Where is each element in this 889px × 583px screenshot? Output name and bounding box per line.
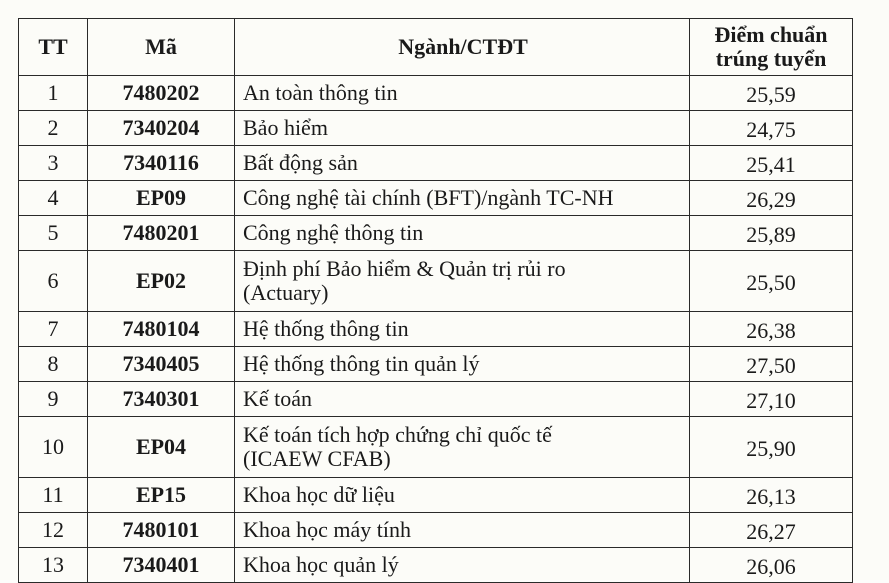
cell-nganh-line1: Hệ thống thông tin quản lý: [243, 351, 480, 376]
cell-nganh-line2: (ICAEW CFAB): [243, 446, 391, 471]
cell-diem: 24,75: [690, 111, 853, 146]
cell-diem: 26,13: [690, 478, 853, 513]
header-ma: Mã: [88, 19, 235, 76]
table-row: [19, 478, 853, 513]
table-row: [19, 548, 853, 583]
table-row: [19, 382, 853, 417]
cell-nganh-line1: Công nghệ tài chính (BFT)/ngành TC-NH: [243, 185, 614, 210]
cell-ma: EP02: [88, 251, 235, 312]
cell-diem: 25,41: [690, 146, 853, 181]
cell-ma: 7480202: [88, 76, 235, 111]
cell-nganh-line1: Khoa học dữ liệu: [243, 482, 395, 507]
table-row: [19, 76, 853, 111]
cell-tt: 13: [19, 548, 88, 583]
cell-diem: 25,89: [690, 216, 853, 251]
cell-nganh-line1: Khoa học quản lý: [243, 552, 399, 577]
table-row: [19, 312, 853, 347]
header-diem-line2: trúng tuyển: [715, 46, 827, 71]
admission-scores-table: [18, 18, 853, 583]
cell-nganh: [235, 548, 690, 583]
cell-diem: 26,27: [690, 513, 853, 548]
cell-nganh: [235, 382, 690, 417]
header-nganh: Ngành/CTĐT: [235, 19, 690, 76]
header-diem: [690, 19, 853, 76]
cell-nganh: [235, 76, 690, 111]
cell-diem: 26,38: [690, 312, 853, 347]
cell-nganh: [235, 111, 690, 146]
cell-nganh-line1: Khoa học máy tính: [243, 517, 412, 542]
cell-diem: 25,90: [690, 417, 853, 478]
cell-ma: 7340405: [88, 347, 235, 382]
cell-nganh: [235, 513, 690, 548]
cell-nganh-line1: Công nghệ thông tin: [243, 220, 424, 245]
cell-ma: 7480201: [88, 216, 235, 251]
cell-nganh: [235, 347, 690, 382]
cell-nganh: [235, 417, 690, 478]
cell-diem: 25,50: [690, 251, 853, 312]
cell-tt: 10: [19, 417, 88, 478]
cell-nganh-line1: An toàn thông tin: [243, 80, 398, 105]
cell-nganh-line2: (Actuary): [243, 280, 329, 305]
cell-ma: 7340401: [88, 548, 235, 583]
cell-tt: 11: [19, 478, 88, 513]
cell-nganh: [235, 312, 690, 347]
cell-tt: 8: [19, 347, 88, 382]
cell-diem: 27,50: [690, 347, 853, 382]
header-diem-line1: Điểm chuẩn: [714, 22, 828, 47]
cell-nganh: [235, 146, 690, 181]
cell-diem: 25,59: [690, 76, 853, 111]
cell-tt: 12: [19, 513, 88, 548]
cell-nganh: [235, 216, 690, 251]
cell-diem: 27,10: [690, 382, 853, 417]
cell-diem: 26,06: [690, 548, 853, 583]
table-header-row: [19, 19, 853, 76]
cell-nganh-line1: Bảo hiểm: [243, 115, 328, 140]
cell-ma: 7340204: [88, 111, 235, 146]
cell-tt: 5: [19, 216, 88, 251]
table-row: [19, 146, 853, 181]
cell-tt: 3: [19, 146, 88, 181]
cell-tt: 1: [19, 76, 88, 111]
cell-ma: EP09: [88, 181, 235, 216]
table-row: [19, 216, 853, 251]
cell-nganh-line1: Định phí Bảo hiểm & Quản trị rủi ro: [243, 256, 566, 281]
cell-nganh-line1: Kế toán: [243, 386, 313, 411]
table-row: [19, 347, 853, 382]
table-body: [19, 76, 853, 583]
cell-nganh: [235, 251, 690, 312]
cell-tt: 6: [19, 251, 88, 312]
cell-diem: 26,29: [690, 181, 853, 216]
cell-nganh-line1: Bất động sản: [243, 150, 358, 175]
cell-nganh: [235, 181, 690, 216]
cell-ma: 7340301: [88, 382, 235, 417]
cell-tt: 2: [19, 111, 88, 146]
cell-ma: 7480101: [88, 513, 235, 548]
table-row: [19, 251, 853, 312]
cell-ma: EP15: [88, 478, 235, 513]
cell-ma: 7340116: [88, 146, 235, 181]
table-row: [19, 111, 853, 146]
cell-ma: EP04: [88, 417, 235, 478]
cell-nganh-line1: Kế toán tích hợp chứng chỉ quốc tế: [243, 422, 552, 447]
cell-nganh: [235, 478, 690, 513]
cell-tt: 7: [19, 312, 88, 347]
cell-nganh-line1: Hệ thống thông tin: [243, 316, 409, 341]
table-row: [19, 181, 853, 216]
cell-tt: 9: [19, 382, 88, 417]
cell-tt: 4: [19, 181, 88, 216]
table-row: [19, 513, 853, 548]
cell-ma: 7480104: [88, 312, 235, 347]
table-row: [19, 417, 853, 478]
header-tt: TT: [19, 19, 88, 76]
